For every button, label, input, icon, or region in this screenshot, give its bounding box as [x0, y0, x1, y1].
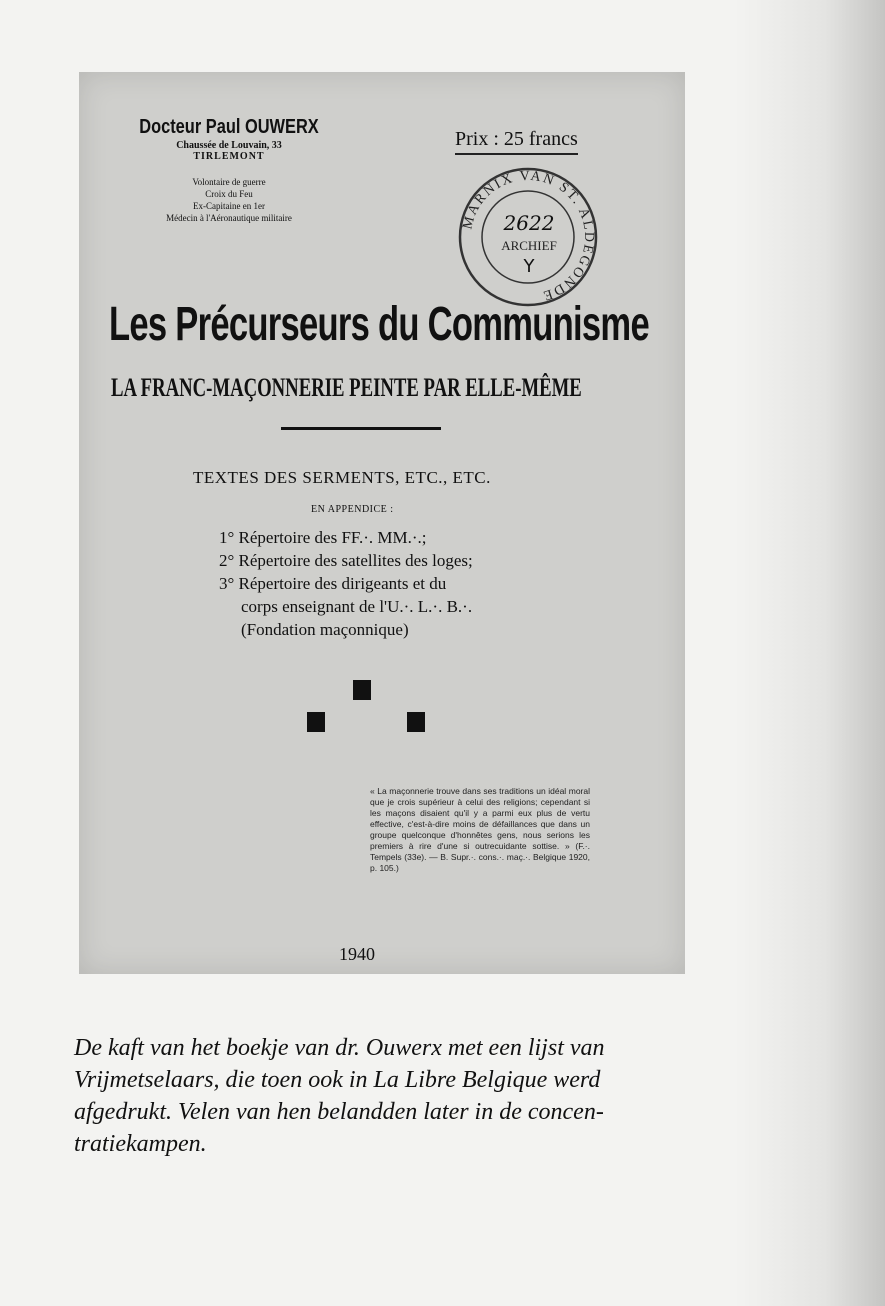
author-city: TIRLEMONT [193, 151, 265, 162]
stamp-letter: Y [523, 256, 535, 277]
author-title-line: Croix du Feu [205, 189, 253, 199]
appendix-item: 3° Répertoire des dirigeants et du [219, 574, 447, 593]
appendix-list [219, 526, 473, 641]
caption-line: De kaft van het boekje van dr. Ouwerx met een lijst van [74, 1035, 605, 1061]
stamp-number: 2622 [503, 211, 555, 235]
author-name: Docteur Paul OUWERX [139, 116, 319, 138]
page-edge-shadow [735, 0, 885, 1306]
publication-year: 1940 [339, 944, 375, 964]
stamp-ring-text: MARNIX VAN ST. ALDEGONDE [460, 168, 597, 304]
ornament-square [353, 680, 371, 700]
ornament-square [307, 712, 325, 732]
author-title-line: Médecin à l'Aéronautique militaire [166, 213, 292, 223]
title-rule [281, 427, 441, 430]
figure-caption [74, 1032, 704, 1160]
author-title-line: Volontaire de guerre [192, 177, 266, 187]
author-titles [109, 176, 349, 224]
price-label: Prix : 25 francs [455, 128, 578, 155]
appendix-heading: EN APPENDICE : [311, 504, 394, 515]
caption-line: afgedrukt. Velen van hen belandden later in de concen- [74, 1099, 604, 1125]
appendix-item: corps enseignant de l'U.·. L.·. B.·. [241, 597, 473, 616]
book-cover-photo [79, 72, 685, 974]
caption-line: tratiekampen. [74, 1131, 207, 1157]
appendix-item: 2° Répertoire des satellites des loges; [219, 551, 473, 570]
author-address: Chaussée de Louvain, 33 [176, 140, 282, 151]
book-subtitle: LA FRANC-MAÇONNERIE PEINTE PAR ELLE-MÊME [111, 373, 582, 402]
appendix-item: 1° Répertoire des FF.·. MM.·.; [219, 528, 427, 547]
caption-line: Vrijmetselaars, die toen ook in La Libre Belgique werd [74, 1067, 601, 1093]
author-block [109, 116, 349, 224]
archive-stamp [455, 164, 601, 310]
appendix-item: (Fondation maçonnique) [241, 620, 409, 639]
ornament-square [407, 712, 425, 732]
oaths-line: TEXTES DES SERMENTS, ETC., ETC. [193, 468, 491, 487]
book-title: Les Précurseurs du Communisme [109, 298, 649, 351]
author-title-line: Ex-Capitaine en 1er [193, 201, 265, 211]
stamp-label: ARCHIEF [501, 238, 557, 253]
masonic-quote: « La maçonnerie trouve dans ses traditions un idéal moral que je crois supérieur à celui des religions; cependant si les maçons disaient qu'il y a parmi eux plus de vertu effective, c'est-à-dire moins de défaillances que dans un groupe quelconque d'honnêtes gens, nous serions les premiers à rire d'une si outrecuidante sottise. » (F.·. Tempels (33e). — B. Supr.·. cons.·. maç.·. Belgique 1920, p. 105.) [370, 786, 590, 873]
